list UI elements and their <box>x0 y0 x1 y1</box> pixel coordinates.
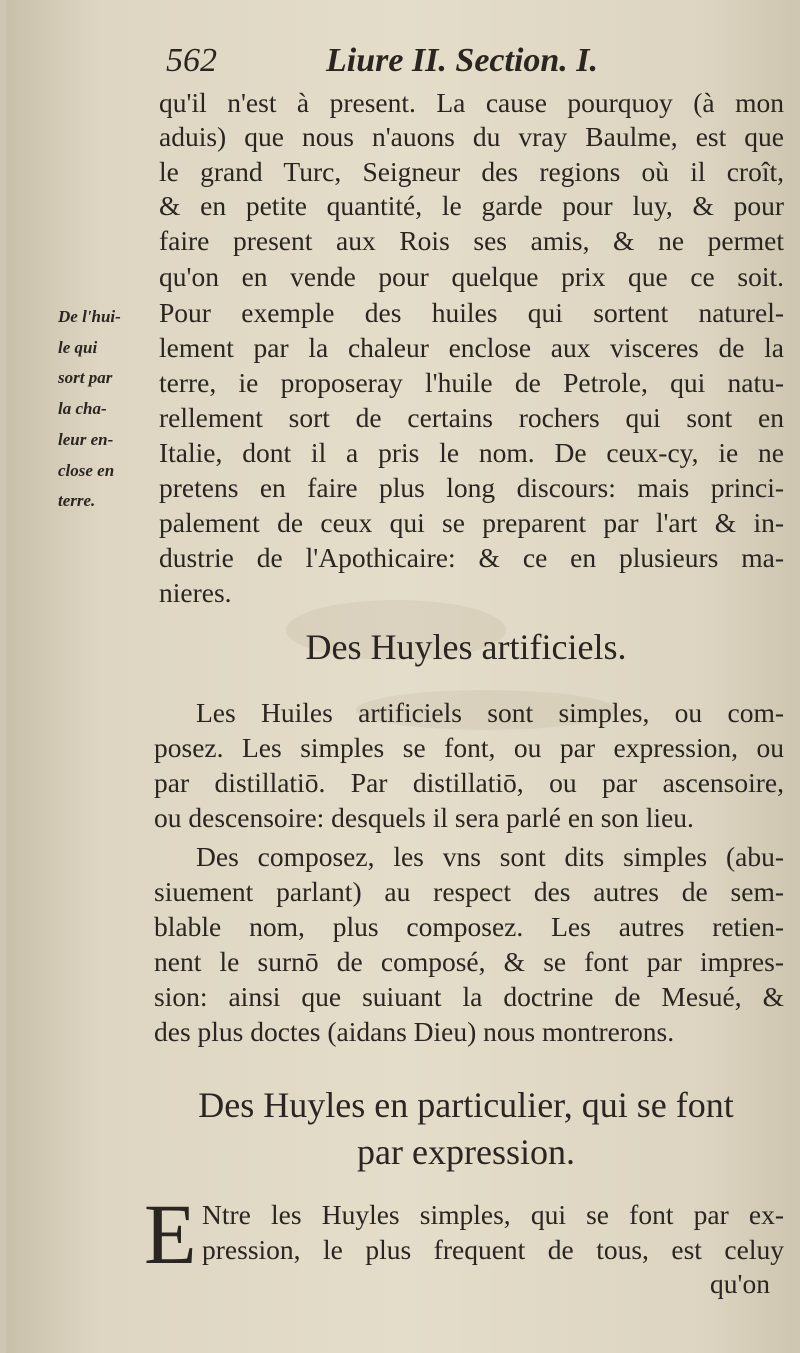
margin-note <box>58 302 158 517</box>
text-line: palement de ceux qui se preparent par l'art & in- <box>159 507 784 538</box>
text-line: dustrie de l'Apothicaire: & ce en plusieurs ma- <box>159 542 784 573</box>
text-line: le grand Turc, Seigneur des regions où il croît, <box>159 156 784 187</box>
text-line: Pour exemple des huiles qui sortent naturel- <box>159 297 784 328</box>
margin-note-line: sort par <box>58 368 113 388</box>
text-line: terre, ie proposeray l'huile de Petrole, qui natu- <box>159 367 784 398</box>
text-line: nent le surnō de composé, & se font par impres- <box>154 946 784 977</box>
margin-note-line: terre. <box>58 491 96 511</box>
text-line: Italie, dont il a pris le nom. De ceux-cy, ie ne <box>159 437 784 468</box>
margin-note-line: la cha- <box>58 399 107 419</box>
text-line: lement par la chaleur enclose aux visceres de la <box>159 332 784 363</box>
text-line: qu'on en vende pour quelque prix que ce soit. <box>159 261 784 292</box>
text-line: & en petite quantité, le garde pour luy, & pour <box>159 190 784 221</box>
text-line: aduis) que nous n'auons du vray Baulme, est que <box>159 121 784 152</box>
margin-note-line: close en <box>58 460 115 480</box>
text-line: pression, le plus frequent de tous, est celuy <box>202 1234 784 1265</box>
section-heading: par expression. <box>357 1132 575 1172</box>
text-line: blable nom, plus composez. Les autres retien- <box>154 911 784 942</box>
book-page <box>6 0 796 1353</box>
margin-note-line: De l'hui- <box>58 307 121 326</box>
drop-capital: E <box>144 1186 197 1282</box>
text-line: posez. Les simples se font, ou par expression, ou <box>154 732 784 763</box>
margin-note-line: leur en- <box>58 429 114 449</box>
text-line: ou descensoire: desquels il sera parlé en son lieu. <box>154 802 694 833</box>
section-heading: Des Huyles artificiels. <box>305 627 627 667</box>
page-header <box>166 42 626 82</box>
text-line: qu'il n'est à present. La cause pourquoy (à mon <box>159 87 784 118</box>
text-line: sion: ainsi que suiuant la doctrine de Mesué, & <box>154 981 784 1012</box>
running-title: Liure II. Section. I. <box>326 42 599 79</box>
text-line: faire present aux Rois ses amis, & ne permet <box>159 225 784 256</box>
text-line: des plus doctes (aidans Dieu) nous montrerons. <box>154 1016 675 1047</box>
section-heading: Des Huyles en particulier, qui se font <box>198 1085 734 1125</box>
text-line: par distillatiō. Par distillatiō, ou par ascensoire, <box>154 767 784 798</box>
page-number: 562 <box>166 42 217 79</box>
text-line: nieres. <box>159 577 232 608</box>
text-line: siuement parlant) au respect des autres de sem- <box>154 876 784 907</box>
text-line: rellement sort de certains rochers qui sont en <box>159 402 784 433</box>
text-line: pretens en faire plus long discours: mais princi- <box>159 472 784 503</box>
text-line: Des composez, les vns sont dits simples (abu- <box>196 841 784 872</box>
text-line: Ntre les Huyles simples, qui se font par ex- <box>202 1199 784 1230</box>
text-line: Les Huiles artificiels sont simples, ou com- <box>196 697 784 728</box>
catchword: qu'on <box>710 1268 770 1299</box>
margin-note-line: le qui <box>58 337 98 357</box>
